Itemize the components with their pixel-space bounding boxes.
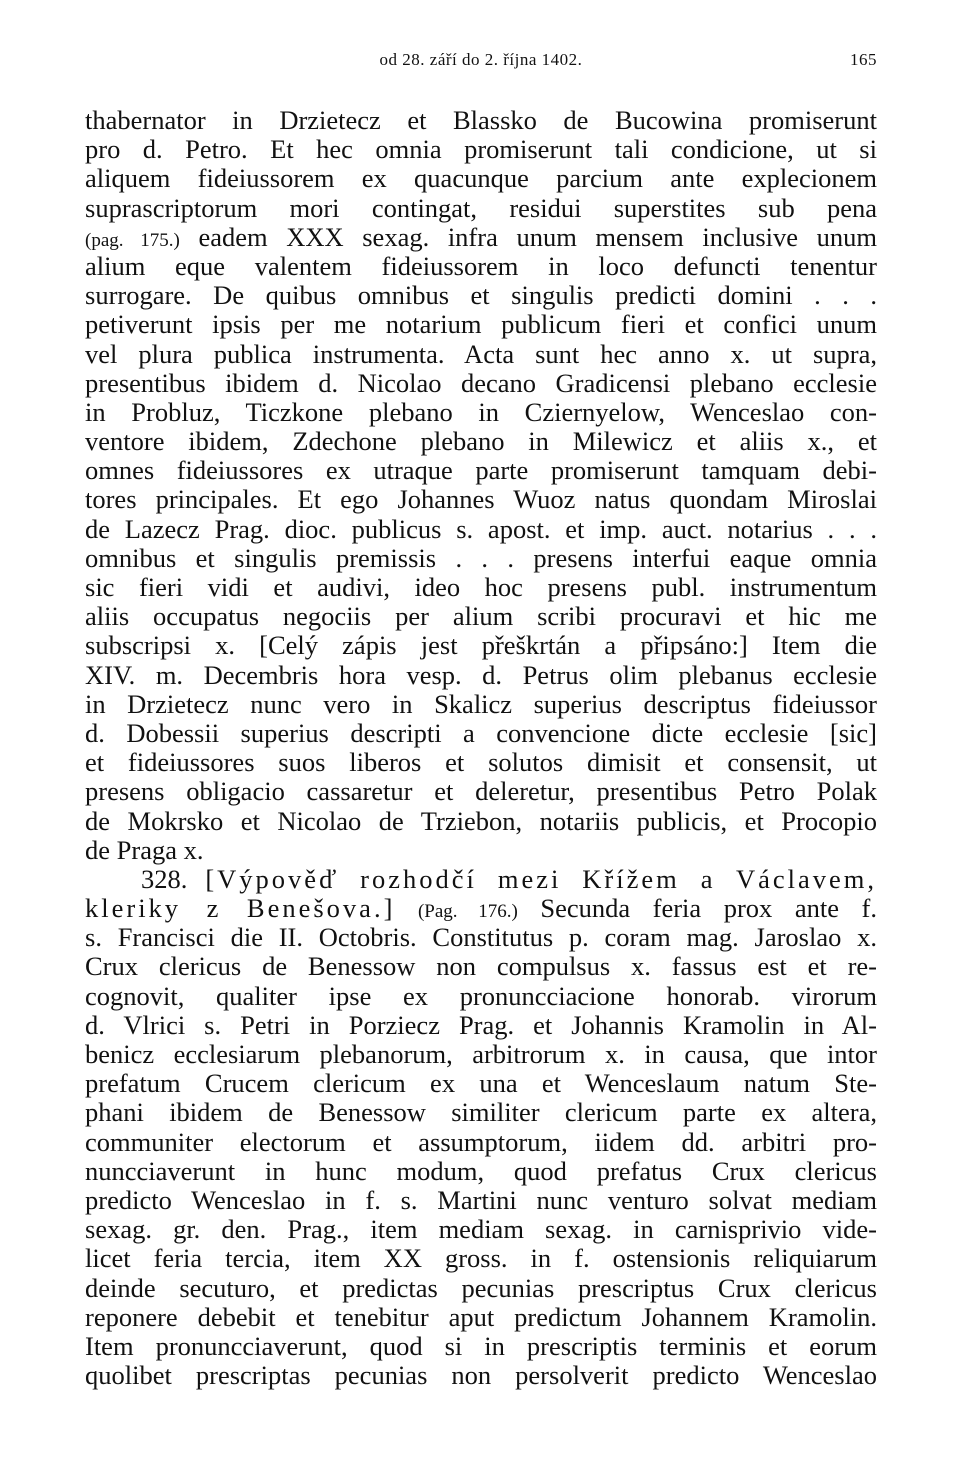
text-line: d. Vlrici s. Petri in Porziecz Prag. et Johannis Kramolin in Al- (85, 1010, 877, 1040)
text-line: Item pronuncciaverunt, quod si in prescriptis terminis et eorum (85, 1331, 877, 1361)
text-line: presens obligacio cassaretur et deleretur, presentibus Petro Polak (85, 777, 877, 807)
page-header (85, 50, 877, 74)
text-line: et fideiussores suos liberos et solutos dimisit et consensit, ut (85, 748, 877, 778)
text-line: vel plura publica instrumenta. Acta sunt hec anno x. ut supra, (85, 339, 877, 369)
text-line: quolibet prescriptas pecunias non persolverit predicto Wenceslao (85, 1361, 877, 1391)
text-line-with-page-ref (85, 223, 877, 252)
text-line: reponere debebit et tenebitur aput predictum Johannem Kramolin. (85, 1302, 877, 1332)
entry-heading-line (85, 865, 877, 894)
text-line: sexag. gr. den. Prag., item mediam sexag. in carnisprivio vide- (85, 1215, 877, 1245)
text-line: omnibus et singulis premissis . . . presens interfui eaque omnia (85, 543, 877, 573)
text-line: alium eque valentem fideiussorem in loco defuncti tenentur (85, 251, 877, 281)
text-line: tores principales. Et ego Johannes Wuoz natus quondam Miroslai (85, 485, 877, 515)
text-line: pro d. Petro. Et hec omnia promiserunt tali condicione, ut si (85, 135, 877, 165)
entry-number: 328. (141, 864, 188, 894)
text-line: sic fieri vidi et audivi, ideo hoc presens publ. instrumentum (85, 573, 877, 602)
body-text (85, 106, 877, 1390)
text-line: d. Dobessii superius descripti a convencione dicte ecclesie [sic] (85, 718, 877, 748)
text-line: de Lazecz Prag. dioc. publicus s. apost. et imp. auct. notarius . . . (85, 514, 877, 544)
page-ref: (pag. 175.) (85, 229, 180, 251)
text-line: petiverunt ipsis per me notarium publicum fieri et confici unum (85, 310, 877, 340)
text-line: benicz ecclesiarum plebanorum, arbitrorum x. in causa, que intor (85, 1040, 877, 1069)
text-line: aliquem fideiussorem ex quacunque parcium ante explecionem (85, 164, 877, 194)
page-number: 165 (850, 50, 877, 69)
page-ref: (Pag. 176.) (417, 901, 518, 923)
text-line: communiter electorum et assumptorum, iidem dd. arbitri pro- (85, 1127, 877, 1157)
text-line: cognovit, qualiter ipse ex pronuncciacione honorab. virorum (85, 981, 877, 1011)
text-line: predicto Wenceslao in f. s. Martini nunc venturo solvat mediam (85, 1185, 877, 1215)
text-line: prefatum Crucem clericum ex una et Wenceslaum natum Ste- (85, 1069, 877, 1099)
entry-heading-line (85, 894, 877, 923)
text-line: in Drzietecz nunc vero in Skalicz superius descriptus fideiussor (85, 689, 877, 719)
text-line: omnes fideiussores ex utraque parte promiserunt tamquam debi- (85, 456, 877, 486)
entry-title: kleriky z Benešova.] (85, 894, 396, 924)
text-fragment: eadem XXX sexag. infra unum mensem inclusive unum (198, 222, 877, 252)
text-fragment: Secunda feria prox ante f. (540, 894, 877, 924)
text-line: phani ibidem de Benessow similiter clericum parte ex altera, (85, 1098, 877, 1128)
text-line: nuncciaverunt in hunc modum, quod prefatus Crux clericus (85, 1156, 877, 1186)
text-line: in Probluz, Ticzkone plebano in Cziernyelow, Wenceslao con- (85, 397, 877, 427)
text-line: de Praga x. (85, 835, 204, 865)
text-line: licet feria tercia, item XX gross. in f. ostensionis reliquiarum (85, 1244, 877, 1274)
text-line: XIV. m. Decembris hora vesp. d. Petrus olim plebanus ecclesie (85, 660, 877, 690)
text-line: surrogare. De quibus omnibus et singulis predicti domini . . . (85, 281, 877, 311)
entry-title: [Výpověď rozhodčí mezi Křížem a Václavem, (205, 864, 877, 894)
text-line: presentibus ibidem d. Nicolao decano Gradicensi plebano ecclesie (85, 368, 877, 398)
running-head: od 28. září do 2. října 1402. (379, 50, 583, 69)
text-line: aliis occupatus negociis per alium scribi procuravi et hic me (85, 602, 877, 632)
text-line: Crux clericus de Benessow non compulsus x. fassus est et re- (85, 952, 877, 982)
text-line: suprascriptorum mori contingat, residui superstites sub pena (85, 193, 877, 223)
text-line: s. Francisci die II. Octobris. Constitutus p. coram mag. Jaroslao x. (85, 923, 877, 953)
text-line: subscripsi x. [Celý zápis jest přeškrtán a připsáno:] Item die (85, 631, 877, 661)
text-line: ventore ibidem, Zdechone plebano in Milewicz et aliis x., et (85, 427, 877, 457)
text-line: thabernator in Drzietecz et Blassko de Bucowina promiserunt (85, 106, 877, 135)
text-line: deinde secuturo, et predictas pecunias prescriptus Crux clericus (85, 1273, 877, 1303)
text-line: de Mokrsko et Nicolao de Trziebon, notariis publicis, et Procopio (85, 806, 877, 836)
